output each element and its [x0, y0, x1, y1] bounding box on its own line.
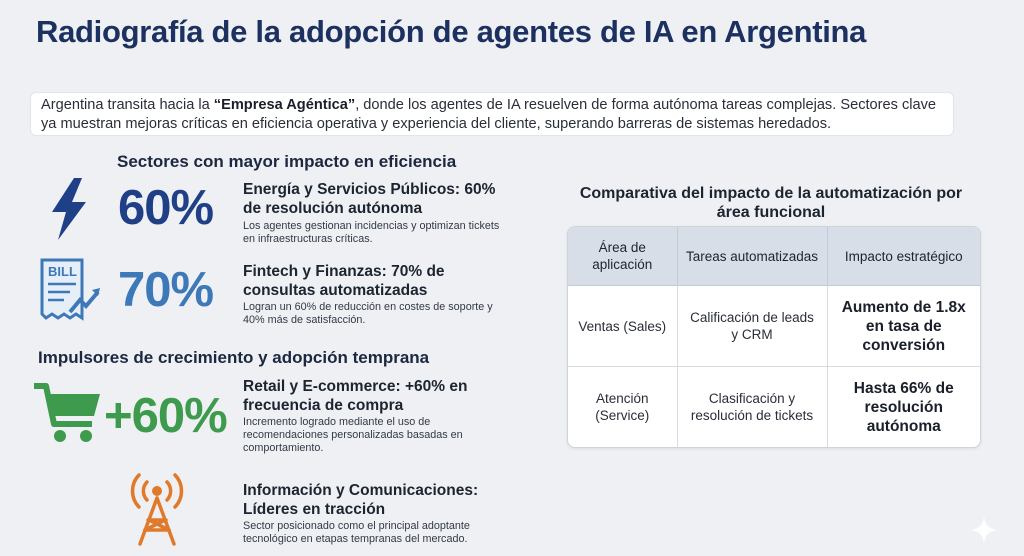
intro-text-post: , donde los agentes de IA resuelven de forma autónoma tareas complejas. Sectores clave ya muestran mejoras críticas en eficiencia operativa y experiencia del cliente, superando barreras de sistemas heredados. [41, 97, 937, 132]
energy-stat: 60% [118, 181, 214, 235]
table-row [568, 286, 980, 367]
intro-highlight: “Empresa Agéntica” [213, 97, 356, 113]
header-area: Área de aplicación [568, 227, 677, 286]
lightning-bolt-icon [44, 176, 94, 247]
table-row [568, 367, 980, 447]
row-tasks: Clasificación y resolución de tickets [677, 367, 827, 447]
retail-stat: +60% [104, 389, 227, 443]
telecom-title: Información y Comunicaciones: Líderes en tracción [243, 482, 479, 518]
row-area: Ventas (Sales) [568, 286, 677, 367]
row-impact: Hasta 66% de resolución autónoma [853, 379, 954, 435]
fintech-title: Fintech y Finanzas: 70% de consultas automatizadas [243, 263, 445, 299]
intro-text-pre: Argentina transita hacia la [41, 97, 214, 113]
retail-desc: Incremento logrado mediante el uso de recomendaciones personalizadas basadas en comportamiento. [243, 416, 463, 454]
header-impact: Impacto estratégico [827, 227, 980, 286]
page-title: Radiografía de la adopción de agentes de IA en Argentina [36, 14, 867, 49]
fintech-stat: 70% [118, 263, 214, 317]
row-tasks: Calificación de leads y CRM [677, 286, 827, 367]
retail-title: Retail y E-commerce: +60% en frecuencia de compra [243, 378, 468, 414]
energy-desc: Los agentes gestionan incidencias y optimizan tickets en infraestructuras críticas. [243, 220, 500, 245]
row-area: Atención (Service) [568, 367, 677, 447]
radio-tower-icon [126, 468, 188, 551]
efficiency-heading: Sectores con mayor impacto en eficiencia [117, 152, 457, 171]
growth-heading: Impulsores de crecimiento y adopción temprana [38, 348, 430, 367]
shopping-cart-icon [32, 376, 104, 453]
bill-icon [36, 256, 104, 331]
table-header-row [568, 227, 980, 286]
row-impact: Aumento de 1.8x en tasa de conversión [827, 286, 980, 367]
bill-icon-label: BILL [48, 264, 77, 279]
comparison-title: Comparativa del impacto de la automatización por área funcional [579, 185, 963, 221]
comparison-table [567, 226, 981, 448]
energy-title: Energía y Servicios Públicos: 60% de resolución autónoma [243, 181, 496, 217]
intro-panel [30, 92, 954, 136]
telecom-desc: Sector posicionado como el principal adoptante tecnológico en etapas tempranas del mercado. [243, 520, 470, 545]
sparkle-icon [968, 514, 1000, 551]
header-tasks: Tareas automatizadas [677, 227, 827, 286]
fintech-desc: Logran un 60% de reducción en costes de soporte y 40% más de satisfacción. [243, 301, 493, 326]
